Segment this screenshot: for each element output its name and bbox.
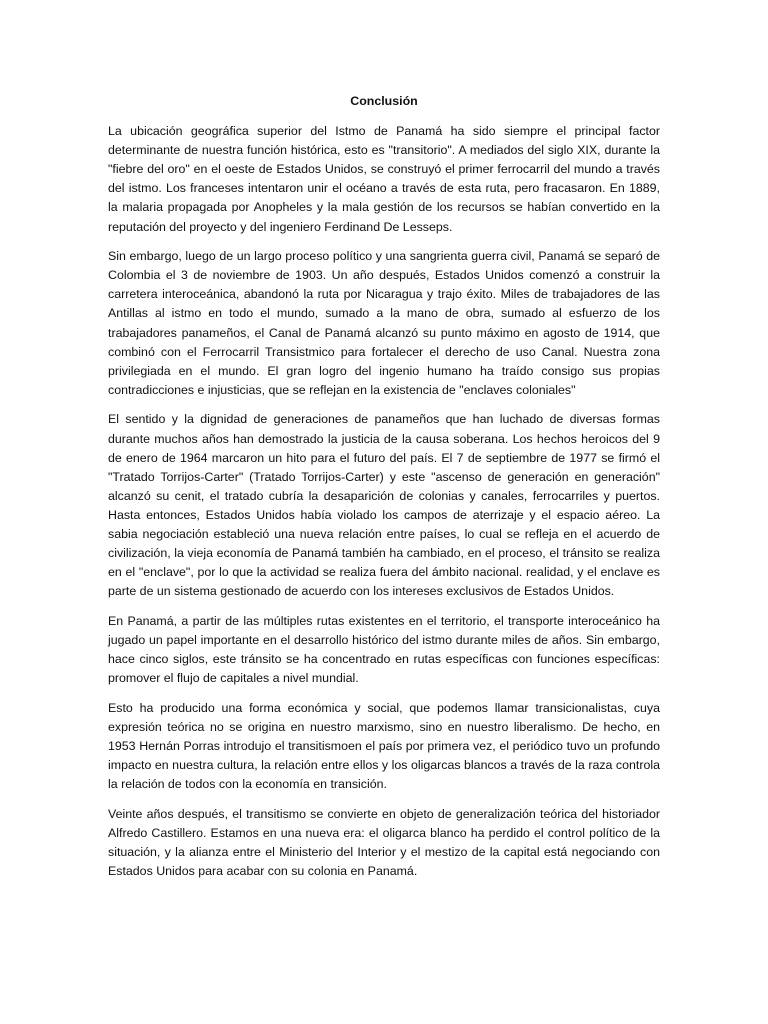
document-body xyxy=(108,92,660,892)
paragraph-4: En Panamá, a partir de las múltiples rutas existentes en el territorio, el transporte interoceánico ha jugado un papel importante en el desarrollo histórico del istmo durante miles de años. Sin embargo, hace cinco siglos, este tránsito se ha concentrado en rutas específicas con funciones específicas: promover el flujo de capitales a nivel mundial. xyxy=(108,613,660,686)
paragraph-2: Sin embargo, luego de un largo proceso político y una sangrienta guerra civil, Panamá se separó de Colombia el 3 de noviembre de 1903. Un año después, Estados Unidos comenzó a construir la carretera interoceánica, abandonó la ruta por Nicaragua y trajo éxito. Miles de trabajadores de las Antillas al istmo en todo el mundo, sumado a la mano de obra, sumado al esfuerzo de los trabajadores panameños, el Canal de Panamá alcanzó su punto máximo en agosto de 1914, que combinó con el Ferrocarril Transistmico para fortalecer el derecho de uso Canal. Nuestra zona privilegiada en el mundo. El gran logro del ingenio humano ha traído consigo sus propias contradicciones e injusticias, que se reflejan en la existencia de "enclaves coloniales" xyxy=(108,249,660,397)
document-title: Conclusión xyxy=(350,94,418,108)
paragraph-5: Esto ha producido una forma económica y social, que podemos llamar transicionalistas, cuya expresión teórica no se origina en nuestro marxismo, sino en nuestro liberalismo. De hecho, en 1953 Hernán Porras introdujo el transitismoen el país por primera vez, el periódico tuvo un profundo impacto en nuestra cultura, la relación entre ellos y los oligarcas blancos a través de la raza controla la relación de todos con la economía en transición. xyxy=(108,700,660,792)
paragraph-1: La ubicación geográfica superior del Istmo de Panamá ha sido siempre el principal factor determinante de nuestra función histórica, esto es "transitorio". A mediados del siglo XIX, durante la "fiebre del oro" en el oeste de Estados Unidos, se construyó el primer ferrocarril del mundo a través del istmo. Los franceses intentaron unir el océano a través de esta ruta, pero fracasaron. En 1889, la malaria propagada por Anopheles y la mala gestión de los recursos se habían convertido en la reputación del proyecto y del ingeniero Ferdinand De Lesseps. xyxy=(108,124,660,234)
paragraph-3: El sentido y la dignidad de generaciones de panameños que han luchado de diversas formas durante muchos años han demostrado la justicia de la causa soberana. Los hechos heroicos del 9 de enero de 1964 marcaron un hito para el futuro del país. El 7 de septiembre de 1977 se firmó el "Tratado Torrijos-Carter" (Tratado Torrijos-Carter) y este "ascenso de generación en generación" alcanzó su cenit, el tratado cubría la desaparición de colonias y canales, ferrocarriles y puertos. Hasta entonces, Estados Unidos había violado los campos de aterrizaje y el espacio aéreo. La sabia negociación estableció una nueva relación entre países, lo cual se refleja en el acuerdo de civilización, la vieja economía de Panamá también ha cambiado, en el proceso, el tránsito se realiza en el "enclave", por lo que la actividad se realiza fuera del ámbito nacional. realidad, y el enclave es parte de un sistema gestionado de acuerdo con los intereses exclusivos de Estados Unidos. xyxy=(108,412,660,599)
paragraph-6: Veinte años después, el transitismo se convierte en objeto de generalización teórica del historiador Alfredo Castillero. Estamos en una nueva era: el oligarca blanco ha perdido el control político de la situación, y la alianza entre el Ministerio del Interior y el mestizo de la capital está negociando con Estados Unidos para acabar con su colonia en Panamá. xyxy=(108,806,660,878)
